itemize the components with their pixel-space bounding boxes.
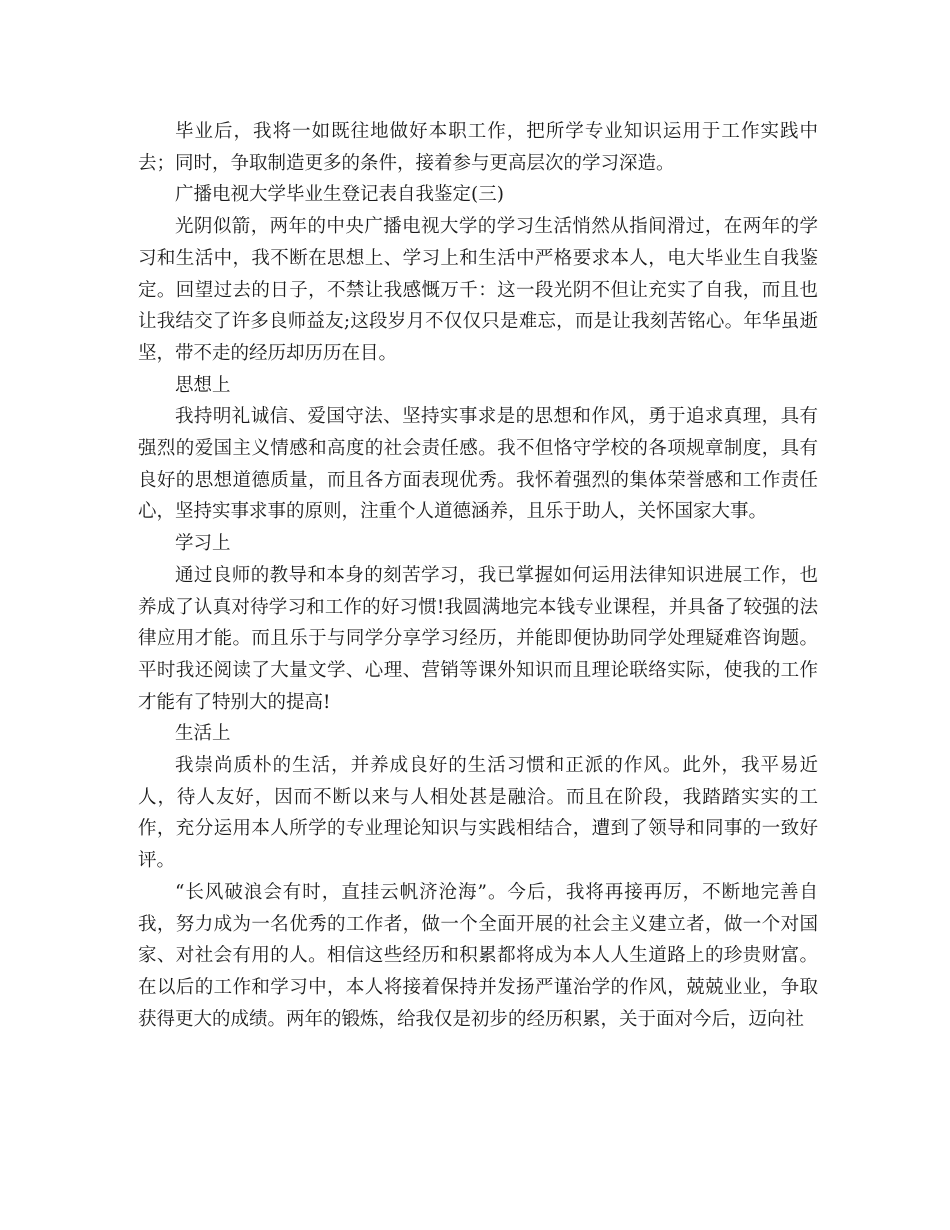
heading-life: 生活上 (175, 723, 231, 745)
section-title: 广播电视大学毕业生登记表自我鉴定(三) (175, 184, 504, 206)
paragraph-study: 通过良师的教导和本身的刻苦学习，我已掌握如何运用法律知识进展工作，也养成了认真对待学习和工作的好习惯!我圆满地完本钱专业课程，并具备了较强的法律应用才能。而且乐于与同学分享学习经历，并能即便协助同学处理疑难咨询题。平时我还阅读了大量文学、心理、营销等课外知识而且理论联络实际，使我的工作才能有了特别大的提高! (138, 564, 818, 713)
paragraph-conclusion: “长风破浪会有时，直挂云帆济沧海”。今后，我将再接再厉，不断地完善自我，努力成为一名优秀的工作者，做一个全面开展的社会主义建立者，做一个对国家、对社会有用的人。相信这些经历和积累都将成为本人人生道路上的珍贵财富。在以后的工作和学习中，本人将接着保持并发扬严谨治学的作风，兢兢业业，争取获得更大的成绩。两年的锻炼，给我仅是初步的经历积累，关于面对今后，迈向社 (138, 881, 818, 1030)
paragraph-thought: 我持明礼诚信、爱国守法、坚持实事求是的思想和作风，勇于追求真理，具有强烈的爱国主义情感和高度的社会责任感。我不但恪守学校的各项规章制度，具有良好的思想道德质量，而且各方面表现优秀。我怀着强烈的集体荣誉感和工作责任心，坚持实事求事的原则，注重个人道德涵养，且乐于助人，关怀国家大事。 (138, 406, 818, 523)
heading-study: 学习上 (175, 533, 231, 555)
paragraph-intro: 光阴似箭，两年的中央广播电视大学的学习生活悄然从指间滑过，在两年的学习和生活中，我不断在思想上、学习上和生活中严格要求本人，电大毕业生自我鉴定。回望过去的日子，不禁让我感慨万千：这一段光阴不但让充实了自我，而且也让我结交了许多良师益友;这段岁月不仅仅只是难忘，而是让我刻苦铭心。年华虽逝坚，带不走的经历却历历在目。 (138, 216, 818, 364)
document-body (138, 116, 818, 1035)
paragraph-graduation-plan: 毕业后，我将一如既往地做好本职工作，把所学专业知识运用于工作实践中去；同时，争取制造更多的条件，接着参与更高层次的学习深造。 (138, 121, 818, 174)
heading-thought: 思想上 (175, 374, 231, 396)
paragraph-life: 我崇尚质朴的生活，并养成良好的生活习惯和正派的作风。此外，我平易近人，待人友好，因而不断以来与人相处甚是融洽。而且在阶段，我踏踏实实的工作，充分运用本人所学的专业理论知识与实践相结合，遭到了领导和同事的一致好评。 (138, 755, 818, 872)
